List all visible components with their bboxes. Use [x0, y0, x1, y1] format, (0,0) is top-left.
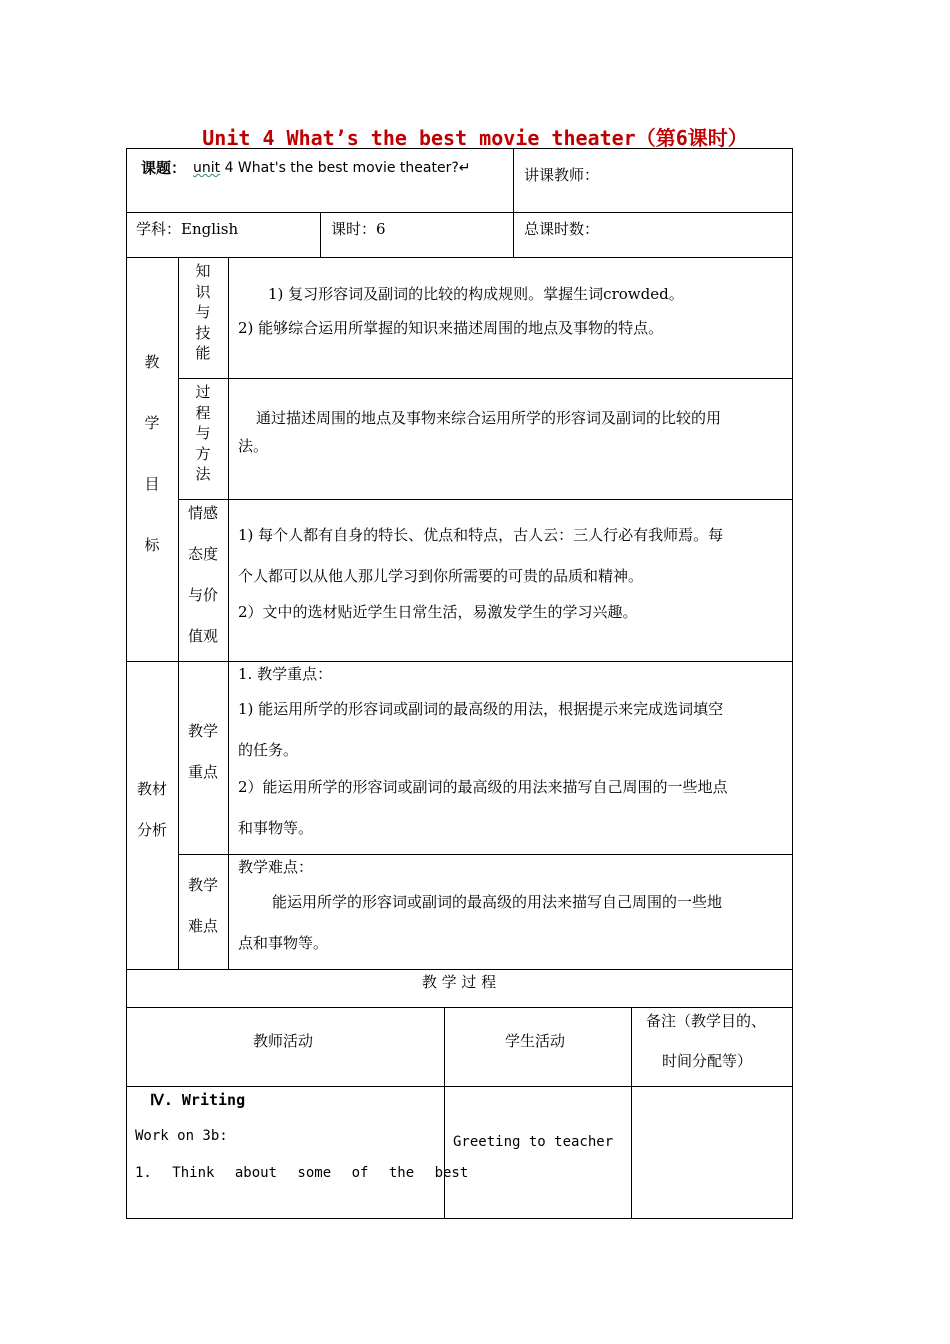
page-title: Unit 4 What’s the best movie theater（第6课时） [202, 126, 748, 150]
row1-teacher-line-2: 1. Think about some of the best [135, 1165, 469, 1181]
difficulties-label: 教学 难点 [187, 876, 218, 935]
emotion-line-3: 2）文中的选材贴近学生日常生活，易激发学生的学习兴趣。 [238, 603, 638, 621]
emotion-label: 情感 态度 与价 值观 [187, 504, 218, 645]
col-teacher-header: 教师活动 [253, 1032, 314, 1050]
difficulties-line-2: 能运用所学的形容词或副词的最高级的用法来描写自己周围的一些地 [272, 893, 723, 911]
keypoints-line-1: 1. 教学重点： [238, 665, 333, 683]
teacher-label: 讲课教师： [524, 166, 600, 184]
process-line-2: 法。 [238, 437, 269, 455]
topic-value-prefix: unit [193, 160, 221, 176]
difficulties-line-1: 教学难点： [238, 858, 314, 876]
total-label: 总课时数： [524, 220, 600, 238]
keypoints-line-2: 1) 能运用所学的形容词或副词的最高级的用法，根据提示来完成选词填空 [238, 700, 724, 718]
analysis-group-label: 教材 分析 [136, 780, 167, 839]
process-line-1: 通过描述周围的地点及事物来综合运用所学的形容词及副词的比较的用 [256, 409, 722, 427]
topic-label: 课题： [141, 159, 187, 177]
topic-value-rest: 4 What's the best movie theater?↵ [220, 160, 471, 176]
subject-label: 学科：English [136, 220, 239, 238]
row1-teacher-heading: Ⅳ. Writing [150, 1091, 246, 1109]
knowledge-line-1: 1) 复习形容词及副词的比较的构成规则。掌握生词crowded。 [268, 285, 684, 303]
row1-student-text: Greeting to teacher [453, 1134, 614, 1150]
row1-student-cell [444, 1086, 632, 1219]
col-student-header: 学生活动 [505, 1032, 566, 1050]
emotion-line-2: 个人都可以从他人那儿学习到你所需要的可贵的品质和精神。 [238, 567, 644, 585]
knowledge-line-2: 2) 能够综合运用所掌握的知识来描述周围的地点及事物的特点。 [238, 319, 664, 337]
lesson-label: 课时：6 [331, 220, 386, 238]
difficulties-line-3: 点和事物等。 [238, 934, 329, 952]
col-notes-header-line-2: 时间分配等） [662, 1052, 753, 1070]
process-label: 过程 与方 法 [195, 383, 211, 483]
emotion-line-1: 1) 每个人都有自身的特长、优点和特点，古人云：三人行必有我师焉。每 [238, 526, 724, 544]
row1-teacher-line-1: Work on 3b: [135, 1128, 228, 1144]
topic-value [193, 158, 470, 178]
keypoints-line-4: 2）能运用所学的形容词或副词的最高级的用法来描写自己周围的一些地点 [238, 778, 728, 796]
keypoints-line-3: 的任务。 [238, 741, 299, 759]
objectives-group-label: 教 学 目 标 [144, 353, 160, 554]
col-notes-header-line-1: 备注（教学目的、 [646, 1012, 767, 1030]
process-heading: 教 学 过 程 [421, 973, 497, 991]
keypoints-label: 教学 重点 [187, 722, 218, 781]
process-content-cell [228, 378, 793, 500]
row1-notes-cell [631, 1086, 793, 1219]
knowledge-label: 知识 与技 能 [195, 262, 211, 362]
keypoints-line-5: 和事物等。 [238, 819, 314, 837]
